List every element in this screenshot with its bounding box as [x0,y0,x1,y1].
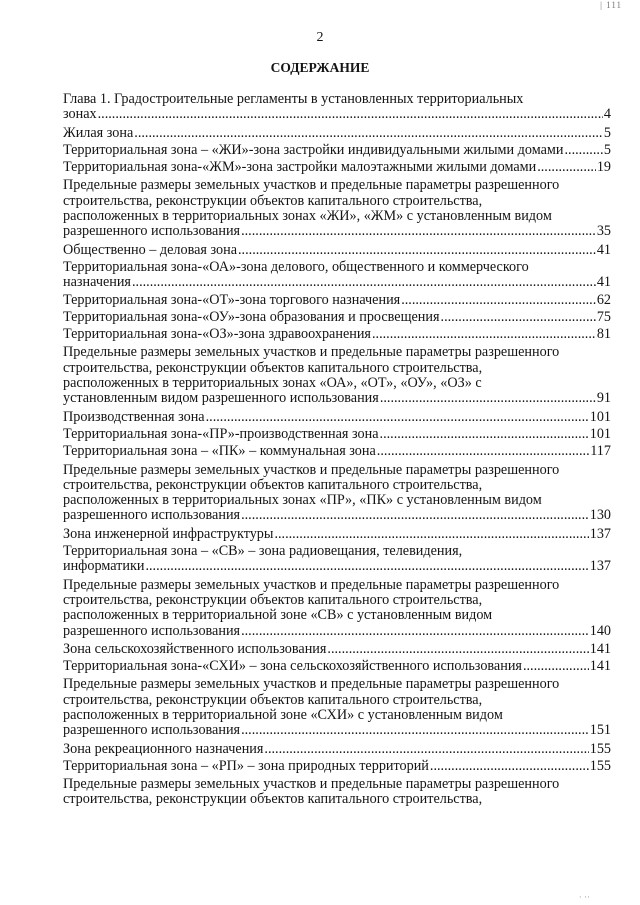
dot-leader [241,723,589,738]
toc-entry-text: строительства, реконструкции объектов капитального строительства, [63,791,483,808]
toc-entry-text: Зона сельскохозяйственного использования [63,640,327,657]
toc-entry [63,345,611,406]
toc-entry-line [63,126,611,141]
toc-entry-text: разрешенного использования [63,622,241,639]
toc-page-number: 81 [596,326,611,343]
toc-page-number: 155 [589,757,611,774]
toc-entry-line [63,327,611,342]
toc-entry-line [63,160,611,175]
toc-entry-line [63,508,611,523]
toc-entry-text: Территориальная зона-«ОЗ»-зона здравоохранения [63,326,371,343]
toc-entry-line [63,559,611,574]
dot-leader [145,559,588,574]
toc-entry [63,143,611,158]
dot-leader [537,160,596,175]
toc-page-number: 75 [596,308,611,325]
toc-entry-line [63,224,611,239]
toc-entry-text: Зона рекреационного назначения [63,740,264,757]
toc-page-number: 91 [596,390,611,407]
dot-leader [523,659,589,674]
toc-entry-text: Предельные размеры земельных участков и предельные параметры разрешенного [63,344,560,361]
dot-leader [430,759,589,774]
dot-leader [401,293,596,308]
toc-entry-text: Глава 1. Градостроительные регламенты в установленных территориальных [63,91,524,107]
toc-entry-text: Территориальная зона-«ОТ»-зона торгового назначения [63,291,401,308]
toc-entry-text: Предельные размеры земельных участков и предельные параметры разрешенного [63,177,560,194]
toc-entry [63,578,611,639]
dot-leader [564,143,602,158]
toc-entry-line [63,293,611,308]
dot-leader [441,310,596,325]
toc-entry-text: строительства, реконструкции объектов капитального строительства, [63,192,483,209]
toc-entry-text: разрешенного использования [63,507,241,524]
toc-entry [63,642,611,657]
toc-entry [63,243,611,258]
toc-page-number: 5 [603,124,611,141]
toc-entry-text: Зона инженерной инфраструктуры [63,525,274,542]
toc-entry-text: Территориальная зона – «ПК» – коммунальная зона [63,443,376,460]
toc-entry-text: расположенных в территориальных зонах «ОА», «ОТ», «ОУ», «ОЗ» с [63,375,482,392]
toc-entry [63,310,611,325]
toc-entry-text: разрешенного использования [63,223,241,240]
toc-page-number: 101 [589,425,611,442]
dot-leader [241,224,596,239]
toc-page-number: 41 [596,241,611,258]
toc-entry-text: Территориальная зона – «РП» – зона природных территорий [63,757,429,774]
toc-entry-text: Предельные размеры земельных участков и предельные параметры разрешенного [63,776,560,793]
toc-entry-text: строительства, реконструкции объектов капитального строительства, [63,591,483,608]
toc-page-number: 151 [589,722,611,739]
toc-entry [63,544,611,575]
dot-leader [372,327,596,342]
toc-page-number: 141 [589,658,611,675]
toc-entry-line [63,107,611,122]
toc-entry-text: Территориальная зона-«СХИ» – зона сельскохозяйственного использования [63,658,522,675]
toc-entry-text: Территориальная зона – «СВ» – зона радиовещания, телевидения, [63,543,463,560]
toc-entry-line [63,759,611,774]
toc-page-number: 5 [603,141,611,158]
toc-entry-text: Предельные размеры земельных участков и предельные параметры разрешенного [63,676,560,693]
dot-leader [134,126,603,141]
dot-leader [380,391,596,406]
toc-page-number: 141 [589,640,611,657]
toc-entry-text: Общественно – деловая зона [63,241,237,258]
toc-page-number: 137 [589,525,611,542]
toc-page-number: 140 [589,622,611,639]
toc-entry [63,92,611,123]
toc-entry-text: разрешенного использования [63,722,241,739]
toc-entry-line [63,243,611,258]
toc-entry [63,659,611,674]
toc-entry [63,160,611,175]
table-of-contents [63,92,611,810]
dot-leader [238,243,596,258]
toc-entry-line [63,624,611,639]
toc-entry-line [63,275,611,290]
toc-entry [63,410,611,425]
toc-entry-line [63,444,611,459]
dot-leader [380,427,589,442]
scan-corner-mark: | 111 [600,0,622,10]
dot-leader [206,410,589,425]
toc-entry [63,327,611,342]
toc-entry-text: Предельные размеры земельных участков и предельные параметры разрешенного [63,576,560,593]
toc-entry-text: назначения [63,274,131,291]
toc-entry-line [63,427,611,442]
dot-leader [132,275,596,290]
toc-entry-line [63,391,611,406]
toc-entry [63,759,611,774]
dot-leader [274,527,588,542]
toc-entry-text: строительства, реконструкции объектов капитального строительства, [63,476,483,493]
toc-entry-text: расположенных в территориальной зоне «СХИ» с установленным видом [63,706,503,723]
toc-entry-text: Жилая зона [63,124,134,141]
toc-entry-text: расположенных в территориальных зонах «ЖИ», «ЖМ» с установленным видом [63,208,552,225]
toc-page-number: 19 [596,159,611,176]
toc-entry [63,427,611,442]
toc-entry-text: Производственная зона [63,408,205,425]
toc-entry [63,527,611,542]
toc-entry-line [63,642,611,657]
toc-entry-text: Предельные размеры земельных участков и предельные параметры разрешенного [63,461,560,478]
toc-entry-text: строительства, реконструкции объектов капитального строительства, [63,691,483,708]
scan-bottom-mark: · ·· [578,892,590,902]
toc-entry-line [63,143,611,158]
toc-entry-text: установленным видом разрешенного использования [63,390,379,407]
toc-entry [63,293,611,308]
page-number: 2 [316,30,324,45]
toc-entry-line [63,742,611,757]
toc-entry-text: Территориальная зона-«ОА»-зона делового, общественного и коммерческого [63,258,529,275]
toc-entry-line [63,723,611,738]
toc-page-number: 101 [589,408,611,425]
toc-page-number: 35 [596,223,611,240]
toc-entry-text: Территориальная зона-«ЖМ»-зона застройки малоэтажными жилыми домами [63,159,537,176]
toc-entry-text: расположенных в территориальной зоне «СВ» с установленным видом [63,607,493,624]
toc-entry-line [63,659,611,674]
toc-entry [63,463,611,524]
toc-entry [63,742,611,757]
toc-entry-line [63,310,611,325]
toc-page-number: 155 [589,740,611,757]
page-title: СОДЕРЖАНИЕ [270,60,370,75]
dot-leader [98,107,603,122]
toc-page-number: 62 [596,291,611,308]
toc-entry-text: зонах [63,106,97,123]
dot-leader [327,642,588,657]
toc-entry-text: Территориальная зона-«ПР»-производственная зона [63,425,379,442]
toc-entry [63,777,611,808]
toc-entry [63,677,611,738]
toc-entry-text: строительства, реконструкции объектов капитального строительства, [63,359,483,376]
toc-entry [63,444,611,459]
toc-page-number: 4 [603,106,611,123]
dot-leader [241,508,589,523]
dot-leader [241,624,589,639]
toc-page-number: 137 [589,558,611,575]
toc-entry-text: Территориальная зона – «ЖИ»-зона застройки индивидуальными жилыми домами [63,141,564,158]
toc-page-number: 41 [596,274,611,291]
toc-entry-text: расположенных в территориальных зонах «ПР», «ПК» с установленным видом [63,492,542,509]
dot-leader [377,444,589,459]
toc-page-number: 117 [590,443,611,460]
toc-entry [63,260,611,291]
toc-entry-line [63,527,611,542]
dot-leader [264,742,588,757]
toc-entry-line [63,410,611,425]
toc-page-number: 130 [589,507,611,524]
toc-entry-text: Территориальная зона-«ОУ»-зона образования и просвещения [63,308,440,325]
toc-entry-text: информатики [63,558,145,575]
toc-entry [63,178,611,239]
toc-entry [63,126,611,141]
